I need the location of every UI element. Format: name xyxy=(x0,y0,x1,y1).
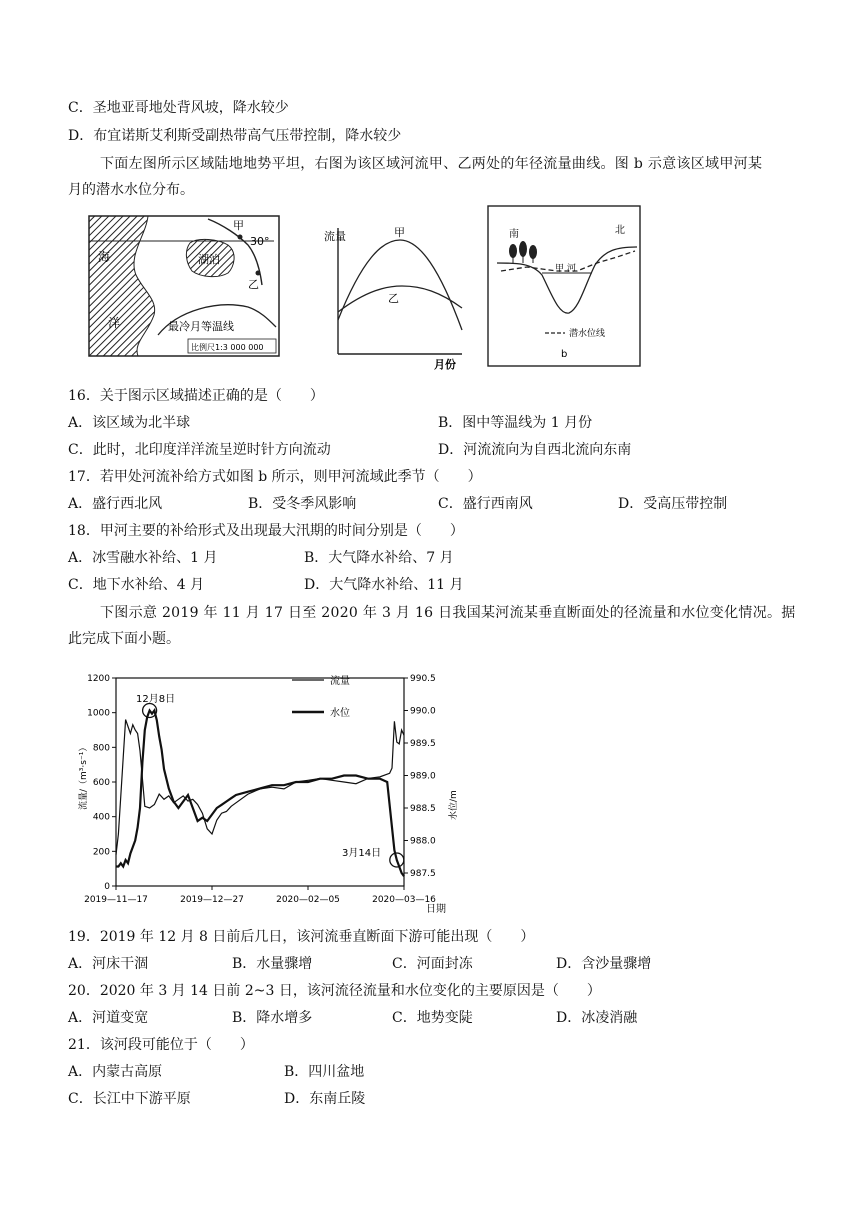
discharge-waterlevel-chart xyxy=(72,660,472,920)
runoff-curve-yi xyxy=(338,286,462,312)
y2-tick-label: 990.0 xyxy=(410,706,436,717)
q21-option-d[interactable]: D．东南丘陵 xyxy=(284,1091,366,1107)
y-tick-label: 1000 xyxy=(87,708,110,719)
q16-option-d[interactable]: D．河流流向为自西北流向东南 xyxy=(438,442,632,458)
region-map xyxy=(88,215,280,357)
chart-xlabel: 日期 xyxy=(426,904,446,915)
point-yi xyxy=(256,271,261,276)
runoff-curve-chart xyxy=(322,220,470,370)
point-jia xyxy=(238,235,243,240)
runoff-curve-figure xyxy=(322,220,470,370)
q17-option-c[interactable]: C．盛行西南风 xyxy=(438,496,533,512)
q18-option-c[interactable]: C．地下水补给、4 月 xyxy=(68,577,205,593)
figb-label-legend: 潜水位线 xyxy=(569,329,606,339)
q17-option-b[interactable]: B．受冬季风影响 xyxy=(248,496,357,512)
legend-label-flow: 流量 xyxy=(330,676,350,687)
q20-stem: 20．2020 年 3 月 14 日前 2~3 日，该河流径流量和水位变化的主要原因是（ ） xyxy=(68,983,601,999)
intro1-line1: 下面左图所示区域陆地地势平坦，右图为该区域河流甲、乙两处的年径流量曲线。图 b 示意该区域甲河某 xyxy=(100,156,763,172)
figb-label-south: 南 xyxy=(509,229,519,240)
chart-ylabel-left: 流量/（m³·s⁻¹） xyxy=(79,742,89,810)
q18-option-d[interactable]: D．大气降水补给、11 月 xyxy=(304,577,464,593)
q20-option-d[interactable]: D．冰凌消融 xyxy=(556,1010,638,1026)
map-label-lake: 湖泊 xyxy=(198,253,220,266)
q16-option-a[interactable]: A．该区域为北半球 xyxy=(68,415,191,431)
y-tick-label: 600 xyxy=(92,778,110,788)
intro1-line2: 月的潜水水位分布。 xyxy=(68,182,194,198)
annotation-mar14: 3月14日 xyxy=(342,848,382,859)
q18-option-a[interactable]: A．冰雪融水补给、1 月 xyxy=(68,550,218,566)
annotation-dec8: 12月8日 xyxy=(136,694,176,705)
x-tick-label: 2019—12—27 xyxy=(180,895,244,905)
discharge-waterlevel-chart-figure xyxy=(72,660,472,920)
q16-option-b[interactable]: B．图中等温线为 1 月份 xyxy=(438,415,593,431)
q19-option-b[interactable]: B．水量骤增 xyxy=(232,956,313,972)
chart-ylabel-right: 水位/m xyxy=(449,790,459,820)
q20-option-c[interactable]: C．地势变陡 xyxy=(392,1010,473,1026)
y-tick-label: 400 xyxy=(92,812,110,823)
q19-stem: 19．2019 年 12 月 8 日前后几日，该河流垂直断面下游可能出现（ ） xyxy=(68,929,535,945)
figure-b xyxy=(487,205,643,369)
map-label-sea1: 海 xyxy=(98,250,111,264)
q21-option-b[interactable]: B．四川盆地 xyxy=(284,1064,365,1080)
map-label-isotherm: 最冷月等温线 xyxy=(168,320,234,333)
map-label-yi: 乙 xyxy=(248,278,259,291)
x-tick-label: 2020—02—05 xyxy=(276,895,340,905)
y-tick-label: 200 xyxy=(92,847,110,858)
map-label-jia: 甲 xyxy=(233,219,244,232)
runoff-label-jia: 甲 xyxy=(394,226,405,239)
runoff-ylabel: 流量 xyxy=(324,230,346,243)
figb-label-river: 甲 河 xyxy=(555,264,576,274)
y2-tick-label: 988.0 xyxy=(410,836,436,847)
figure-b-diagram xyxy=(487,205,643,369)
q19-option-d[interactable]: D．含沙量骤增 xyxy=(556,956,652,972)
q17-stem: 17．若甲处河流补给方式如图 b 所示，则甲河流域此季节（ ） xyxy=(68,469,482,485)
q15-option-c: C．圣地亚哥地处背风坡，降水较少 xyxy=(68,100,289,116)
y2-tick-label: 987.5 xyxy=(410,869,436,879)
figb-label-north: 北 xyxy=(615,225,625,236)
y2-tick-label: 989.5 xyxy=(410,739,436,749)
map-label-sea2: 洋 xyxy=(108,316,121,330)
x-tick-label: 2020—03—16 xyxy=(372,895,436,905)
q20-option-b[interactable]: B．降水增多 xyxy=(232,1010,313,1026)
q16-stem: 16．关于图示区域描述正确的是（ ） xyxy=(68,388,324,404)
runoff-curve-jia xyxy=(338,240,462,330)
figb-label-b: b xyxy=(561,349,568,360)
runoff-xlabel: 月份 xyxy=(434,358,456,370)
y2-tick-label: 990.5 xyxy=(410,674,436,684)
y2-tick-label: 988.5 xyxy=(410,804,436,814)
intro2-line1: 下图示意 2019 年 11 月 17 日至 2020 年 3 月 16 日我国某河流某垂直断面处的径流量和水位变化情况。据 xyxy=(100,605,796,621)
legend-label-level: 水位 xyxy=(330,708,350,719)
q16-option-c[interactable]: C．此时，北印度洋洋流呈逆时针方向流动 xyxy=(68,442,331,458)
runoff-label-yi: 乙 xyxy=(388,292,399,305)
q21-option-c[interactable]: C．长江中下游平原 xyxy=(68,1091,191,1107)
y-tick-label: 0 xyxy=(104,882,110,892)
x-tick-label: 2019—11—17 xyxy=(84,895,148,905)
q21-stem: 21．该河段可能位于（ ） xyxy=(68,1037,254,1053)
q19-option-a[interactable]: A．河床干涸 xyxy=(68,956,149,972)
q19-option-c[interactable]: C．河面封冻 xyxy=(392,956,473,972)
intro2-line2: 此完成下面小题。 xyxy=(68,631,180,647)
q17-option-d[interactable]: D．受高压带控制 xyxy=(618,496,728,512)
map-label-scale: 比例尺1:3 000 000 xyxy=(191,343,264,352)
q15-option-d: D．布宜诺斯艾利斯受副热带高气压带控制，降水较少 xyxy=(68,128,402,144)
q18-option-b[interactable]: B．大气降水补给、7 月 xyxy=(304,550,454,566)
map-label-lat: 30° xyxy=(250,235,270,248)
y-tick-label: 1200 xyxy=(87,674,110,684)
q17-option-a[interactable]: A．盛行西北风 xyxy=(68,496,163,512)
q18-stem: 18．甲河主要的补给形式及出现最大汛期的时间分别是（ ） xyxy=(68,523,464,539)
q21-option-a[interactable]: A．内蒙古高原 xyxy=(68,1064,163,1080)
y2-tick-label: 989.0 xyxy=(410,771,436,782)
region-map-figure xyxy=(88,215,280,357)
y-tick-label: 800 xyxy=(92,743,110,754)
q20-option-a[interactable]: A．河道变宽 xyxy=(68,1010,149,1026)
